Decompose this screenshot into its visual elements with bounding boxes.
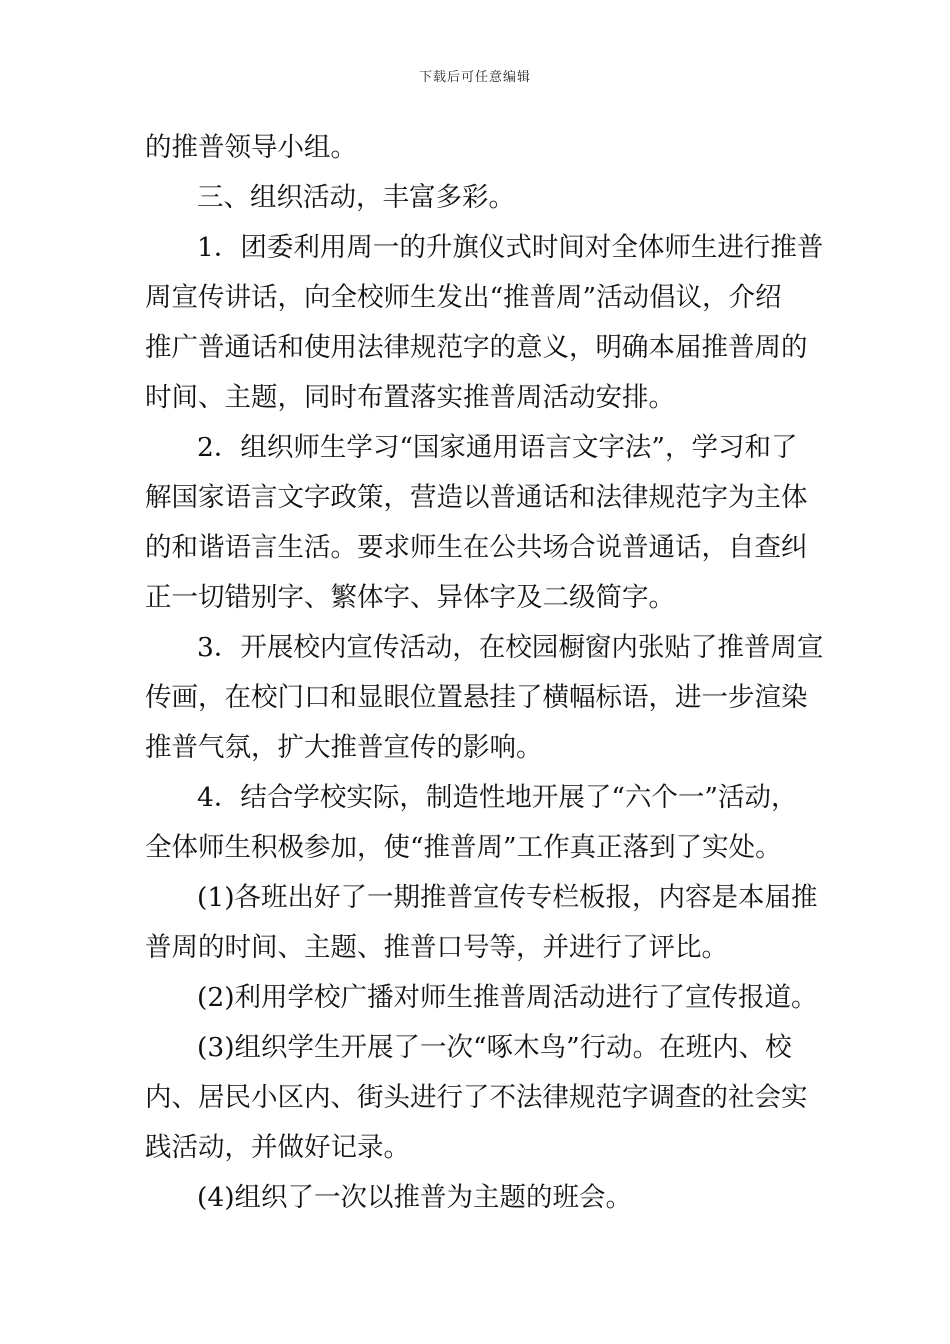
page-header: 下载后可任意编辑 [418, 70, 531, 85]
text-line: (1)各班出好了一期推普宣传专栏板报，内容是本届推 [197, 882, 818, 913]
text-line: 践活动，并做好记录。 [145, 1132, 410, 1163]
text-line: 推普气氛，扩大推普宣传的影响。 [145, 732, 543, 763]
text-line: (3)组织学生开展了一次“啄木鸟”行动。在班内、校 [197, 1032, 792, 1063]
text-line: 传画，在校门口和显眼位置悬挂了横幅标语，进一步渲染 [145, 682, 808, 713]
text-line: 的和谐语言生活。要求师生在公共场合说普通话，自查纠 [145, 532, 808, 563]
text-line: 时间、主题，同时布置落实推普周活动安排。 [145, 382, 675, 413]
text-line: (2)利用学校广播对师生推普周活动进行了宣传报道。 [197, 982, 818, 1013]
text-line: 推广普通话和使用法律规范字的意义，明确本届推普周的 [145, 332, 808, 363]
text-line: 全体师生积极参加，使“推普周”工作真正落到了实处。 [145, 832, 782, 863]
text-line: 2．组织师生学习“国家通用语言文字法”，学习和了 [197, 432, 798, 463]
text-line: 的推普领导小组。 [145, 132, 357, 163]
text-line: 4．结合学校实际，制造性地开展了“六个一”活动， [197, 782, 798, 813]
text-line: 普周的时间、主题、推普口号等，并进行了评比。 [145, 932, 728, 963]
text-line: 3．开展校内宣传活动，在校园橱窗内张贴了推普周宣 [197, 632, 824, 663]
text-line: 内、居民小区内、街头进行了不法律规范字调查的社会实 [145, 1082, 808, 1113]
text-line: 1．团委利用周一的升旗仪式时间对全体师生进行推普 [197, 232, 824, 263]
text-line: (4)组织了一次以推普为主题的班会。 [197, 1182, 633, 1213]
section-heading: 三、组织活动，丰富多彩。 [197, 182, 515, 213]
text-line: 解国家语言文字政策，营造以普通话和法律规范字为主体 [145, 482, 808, 513]
text-line: 正一切错别字、繁体字、异体字及二级简字。 [145, 582, 675, 613]
text-line: 周宣传讲话，向全校师生发出“推普周”活动倡议，介绍 [145, 282, 782, 313]
